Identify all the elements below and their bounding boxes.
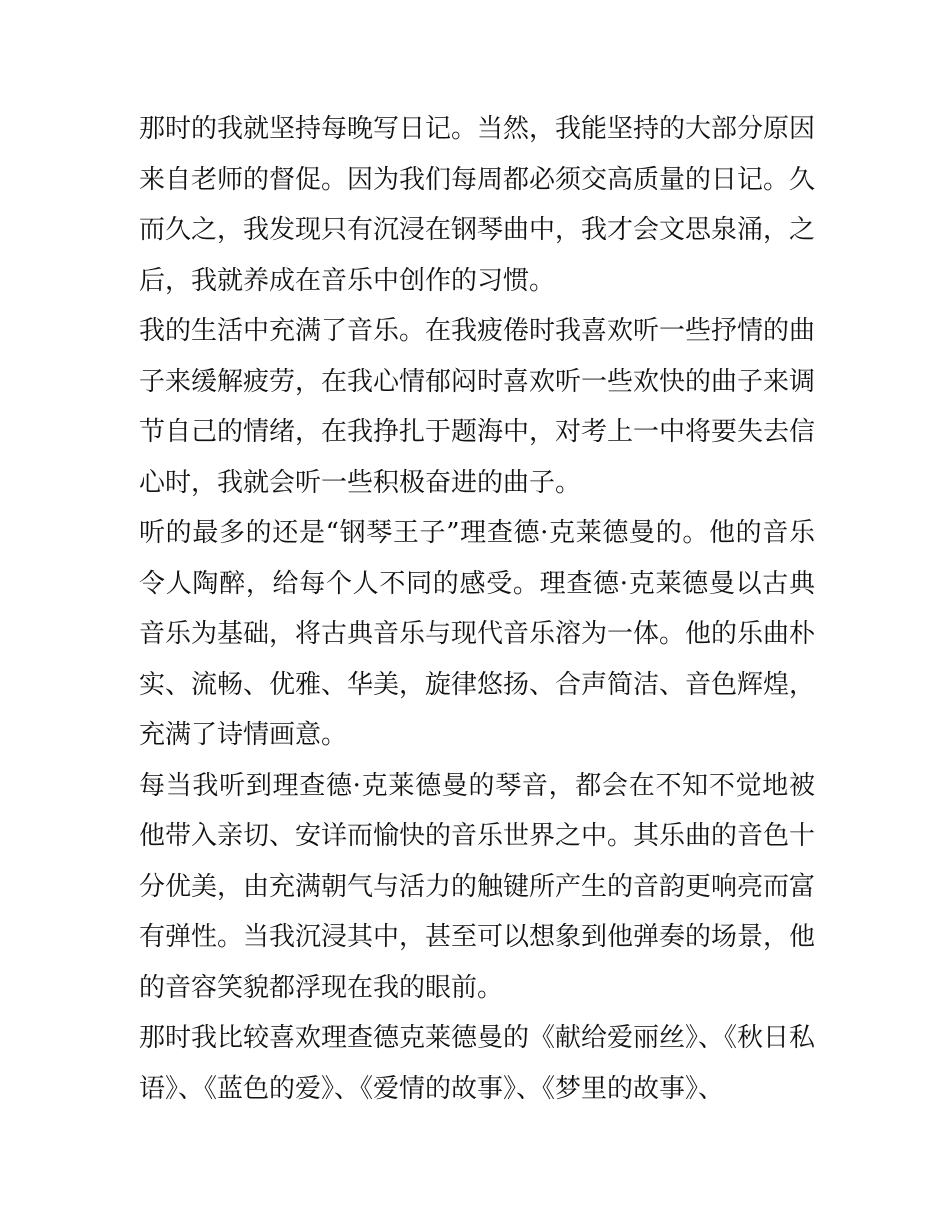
document-body [139, 104, 815, 1114]
paragraph-1: 那时的我就坚持每晚写日记。当然，我能坚持的大部分原因来自老师的督促。因为我们每周都必须交高质量的日记。久而久之，我发现只有沉浸在钢琴曲中，我才会文思泉涌，之后，我就养成在音乐中创作的习惯。 [139, 114, 816, 296]
paragraph-3: 听的最多的还是“钢琴王子”理查德·克莱德曼的。他的音乐令人陶醉，给每个人不同的感受。理查德·克莱德曼以古典音乐为基础，将古典音乐与现代音乐溶为一体。他的乐曲朴实、流畅、优雅、华美，旋律悠扬、合声简洁、音色辉煌，充满了诗情画意。 [139, 518, 816, 750]
paragraph-2: 我的生活中充满了音乐。在我疲倦时我喜欢听一些抒情的曲子来缓解疲劳，在我心情郁闷时喜欢听一些欢快的曲子来调节自己的情绪，在我挣扎于题海中，对考上一中将要失去信心时，我就会听一些积极奋进的曲子。 [139, 316, 816, 498]
paragraph-5: 那时我比较喜欢理查德克莱德曼的《献给爱丽丝》、《秋日私语》、《蓝色的爱》、《爱情的故事》、《梦里的故事》、 [139, 1023, 816, 1104]
paragraph-4: 每当我听到理查德·克莱德曼的琴音，都会在不知不觉地被他带入亲切、安详而愉快的音乐世界之中。其乐曲的音色十分优美，由充满朝气与活力的触键所产生的音韵更响亮而富有弹性。当我沉浸其中，甚至可以想象到他弹奏的场景，他的音容笑貌都浮现在我的眼前。 [139, 770, 816, 1003]
